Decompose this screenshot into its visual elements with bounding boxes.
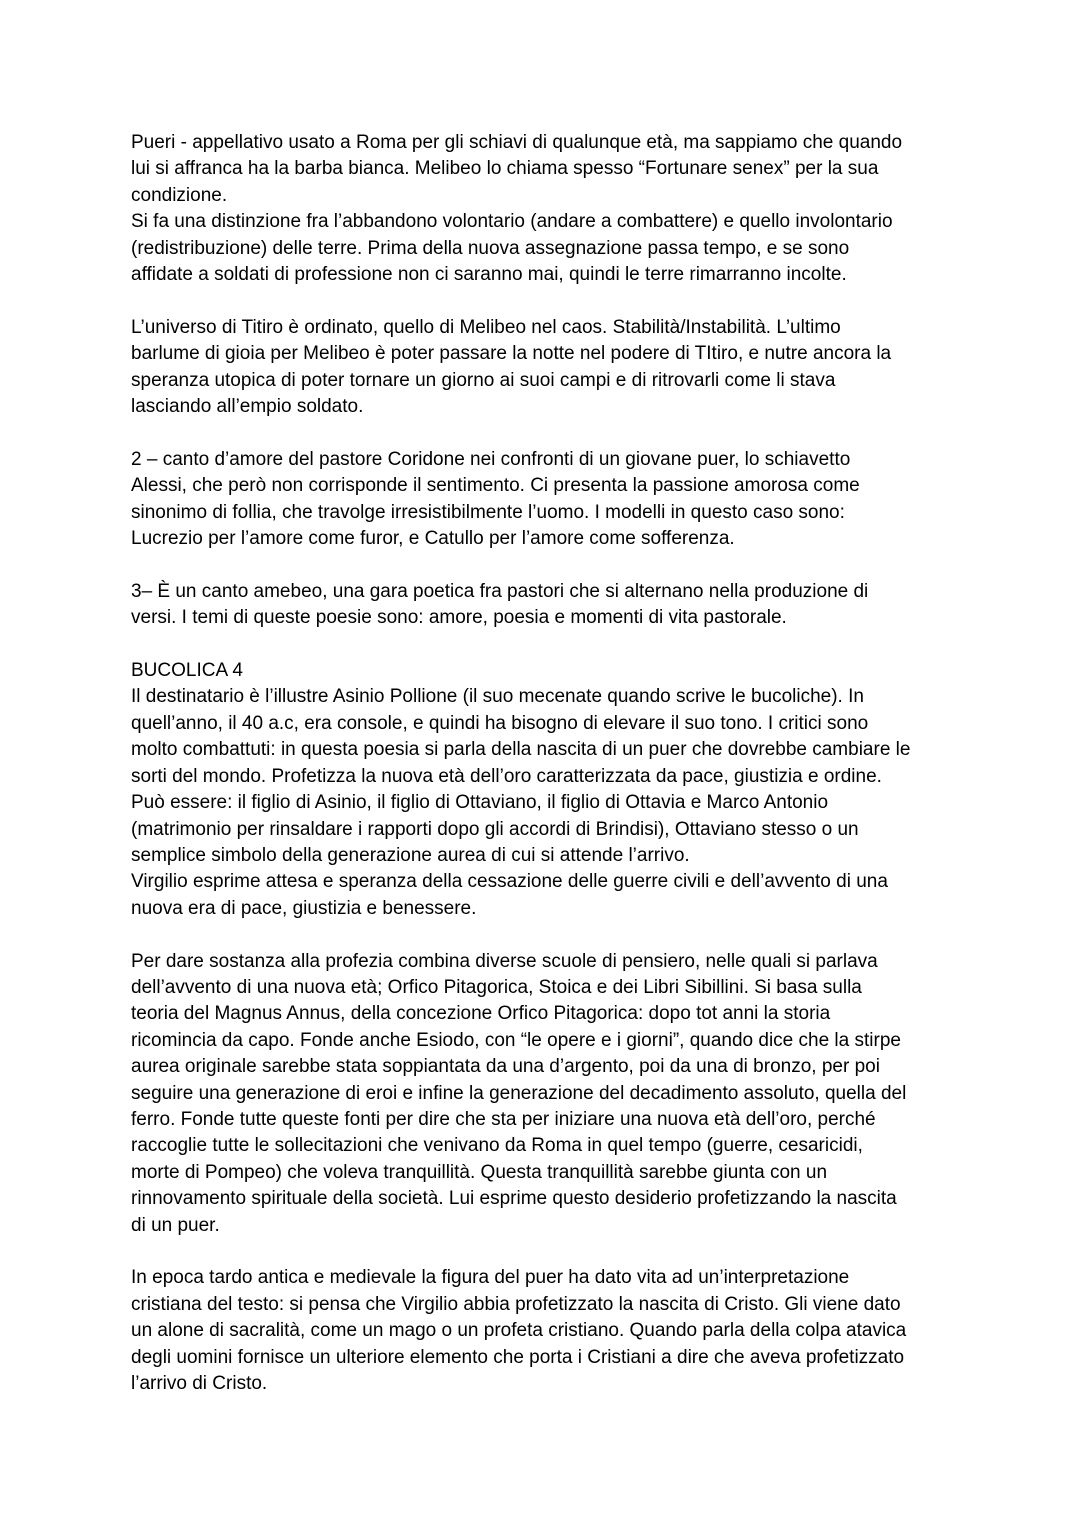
paragraph-gap [131, 420, 961, 446]
section-heading-bucolica-4: BUCOLICA 4 [131, 660, 243, 682]
paragraph-gap [131, 288, 961, 314]
document-page [131, 130, 961, 1397]
paragraph-universo-titiro: L’universo di Titiro è ordinato, quello di Melibeo nel caos. Stabilità/Instabilità. L’ultimo barlume di gioia per Melibeo è poter passare la notte nel podere di TItiro, e nutre ancora la speranza utopica di poter tornare un giorno ai suoi campi e di ritrovarli come li stava lasciando all’empio soldato. [131, 316, 892, 418]
paragraph-destinatario: Il destinatario è l’illustre Asinio Pollione (il suo mecenate quando scrive le bucoliche). In quell’anno, il 40 a.c, era console, e quindi ha bisogno di elevare il suo tono. I critici sono molto combattuti: in questa poesia si parla della nascita di un puer che dovrebbe cambiare le sorti del mondo. Profetizza la nuova età dell’oro caratterizzata da pace, giustizia e ordine. Può essere: il figlio di Asinio, il figlio di Ottaviano, il figlio di Ottavia e Marco Antonio (matrimonio per rinsaldare i rapporti dopo gli accordi di Brindisi), Ottaviano stesso o un semplice simbolo della generazione aurea di cui si attende l’arrivo. [131, 686, 911, 866]
paragraph-gap [131, 1239, 961, 1265]
paragraph-virgilio-attesa: Virgilio esprime attesa e speranza della cessazione delle guerre civili e dell’avvento di una nuova era di pace, giustizia e benessere. [131, 871, 888, 919]
paragraph-bucolica-3: 3– È un canto amebeo, una gara poetica fra pastori che si alternano nella produzione di versi. I temi di queste poesie sono: amore, poesia e momenti di vita pastorale. [131, 580, 869, 629]
paragraph-interpretazione-cristiana: In epoca tardo antica e medievale la figura del puer ha dato vita ad un’interpretazione cristiana del testo: si pensa che Virgilio abbia profetizzato la nascita di Cristo. Gli viene dato un alone di sacralità, come un mago o un profeta cristiano. Quando parla della colpa atavica degli uomini fornisce un ulteriore elemento che porta i Cristiani a dire che aveva profetizzato l’arrivo di Cristo. [131, 1267, 907, 1394]
paragraph-gap [131, 552, 961, 578]
paragraph-gap [131, 632, 961, 658]
paragraph-pueri: Pueri - appellativo usato a Roma per gli schiavi di qualunque età, ma sappiamo che quando lui si affranca ha la barba bianca. Melibeo lo chiama spesso “Fortunare senex” per la sua condizione. [131, 132, 903, 206]
paragraph-profezia: Per dare sostanza alla profezia combina diverse scuole di pensiero, nelle quali si parlava dell’avvento di una nuova età; Orfico Pitagorica, Stoica e dei Libri Sibillini. Si basa sulla teoria del Magnus Annus, della concezione Orfico Pitagorica: dopo tot anni la storia ricomincia da capo. Fonde anche Esiodo, con “le opere e i giorni”, quando dice che la stirpe aurea originale sarebbe stata soppiantata da una d’argento, poi da una di bronzo, per poi seguire una generazione di eroi e infine la generazione del decadimento assoluto, quella del ferro. Fonde tutte queste fonti per dire che sta per iniziare una nuova età dell’oro, perché raccoglie tutte le sollecitazioni che venivano da Roma in quel tempo (guerre, cesaricidi, morte di Pompeo) che voleva tranquillità. Questa tranquillità sarebbe giunta con un rinnovamento spirituale della società. Lui esprime questo desiderio profetizzando la nascita di un puer. [131, 950, 907, 1236]
paragraph-bucolica-2: 2 – canto d’amore del pastore Coridone nei confronti di un giovane puer, lo schiavetto Alessi, che però non corrisponde il sentimento. Ci presenta la passione amorosa come sinonimo di follia, che travolge irresistibilmente l’uomo. I modelli in questo caso sono: Lucrezio per l’amore come furor, e Catullo per l’amore come sofferenza. [131, 448, 860, 550]
paragraph-abbandono: Si fa una distinzione fra l’abbandono volontario (andare a combattere) e quello involontario (redistribuzione) delle terre. Prima della nuova assegnazione passa tempo, e se sono affidate a soldati di professione non ci saranno mai, quindi le terre rimarranno incolte. [131, 211, 893, 286]
paragraph-gap [131, 922, 961, 948]
